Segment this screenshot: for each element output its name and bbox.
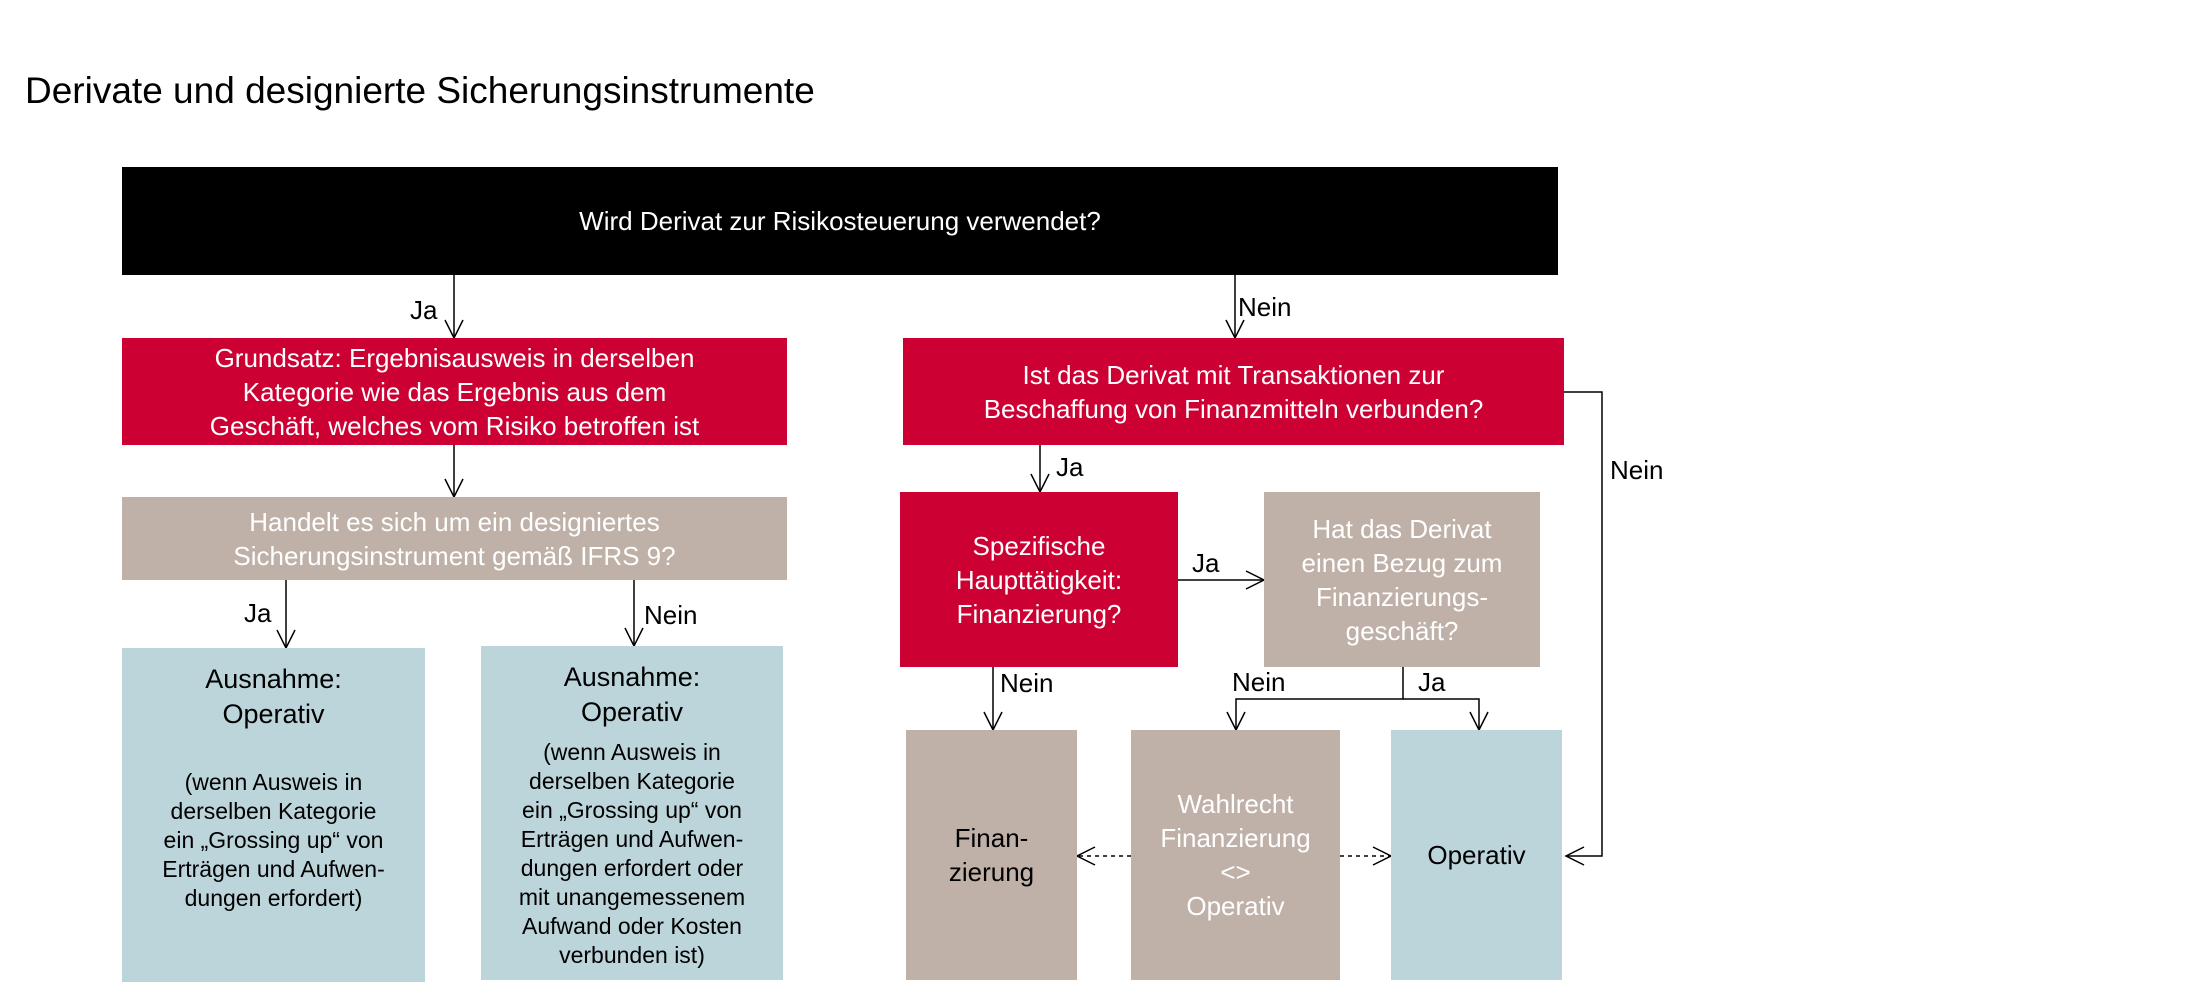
financing-text: Finan- zierung (948, 823, 1035, 887)
arrow-reference-yes (1403, 699, 1479, 730)
label-root-yes: Ja (410, 295, 438, 325)
label-specific-yes: Ja (1192, 548, 1220, 578)
label-reference-no: Nein (1232, 667, 1286, 697)
label-designated-no: Nein (644, 600, 698, 630)
funding-question-box (903, 338, 1564, 445)
exception-2-text: (wenn Ausweis in derselben Kategorie ein „Grossing up“ von Erträgen und Aufwen- dungen erfordert oder mit unangemessenem Aufwand oder Kosten verbunden ist) (518, 739, 746, 968)
financing-box (906, 730, 1077, 980)
reference-question-box (1264, 492, 1540, 667)
operating-text: Operativ (1427, 840, 1526, 870)
choice-box (1131, 730, 1340, 980)
funding-question-text: Ist das Derivat mit Transaktionen zur Beschaffung von Finanzmitteln verbunden? (983, 359, 1484, 424)
arrow-funding-no (1564, 392, 1602, 856)
specific-activity-question-box (900, 492, 1178, 667)
label-funding-yes: Ja (1056, 452, 1084, 482)
exception-1-text: (wenn Ausweis in derselben Kategorie ein „Grossing up“ von Erträgen und Aufwen- dungen erfordert) (162, 769, 385, 911)
root-question-box (122, 167, 1558, 275)
label-root-no: Nein (1238, 292, 1292, 322)
principle-box (122, 338, 787, 445)
exception-operating-box-2 (481, 646, 783, 980)
specific-activity-question-text: Spezifische Haupttätigkeit: Finanzierung? (955, 530, 1123, 629)
designated-question-text: Handelt es sich um ein designiertes Sicherungsinstrument gemäß IFRS 9? (233, 506, 676, 571)
exception-2-heading: Ausnahme: Operativ (563, 662, 701, 727)
exception-operating-box-1 (122, 648, 425, 982)
exception-1-heading: Ausnahme: Operativ (205, 664, 342, 729)
label-designated-yes: Ja (244, 598, 272, 628)
label-reference-yes: Ja (1418, 667, 1446, 697)
label-funding-no: Nein (1610, 455, 1664, 485)
operating-box (1391, 730, 1562, 980)
principle-text: Grundsatz: Ergebnisausweis in derselben Kategorie wie das Ergebnis aus dem Geschäft, welches vom Risiko betroffen ist (209, 342, 700, 441)
page-title: Derivate und designierte Sicherungsinstrumente (25, 70, 815, 111)
label-specific-no: Nein (1000, 668, 1054, 698)
designated-question-box (122, 497, 787, 580)
reference-question-text: Hat das Derivat einen Bezug zum Finanzierungs- geschäft? (1301, 513, 1503, 646)
root-question-text: Wird Derivat zur Risikosteuerung verwendet? (579, 206, 1101, 236)
choice-text: Wahlrecht Finanzierung <> Operativ (1160, 789, 1311, 921)
